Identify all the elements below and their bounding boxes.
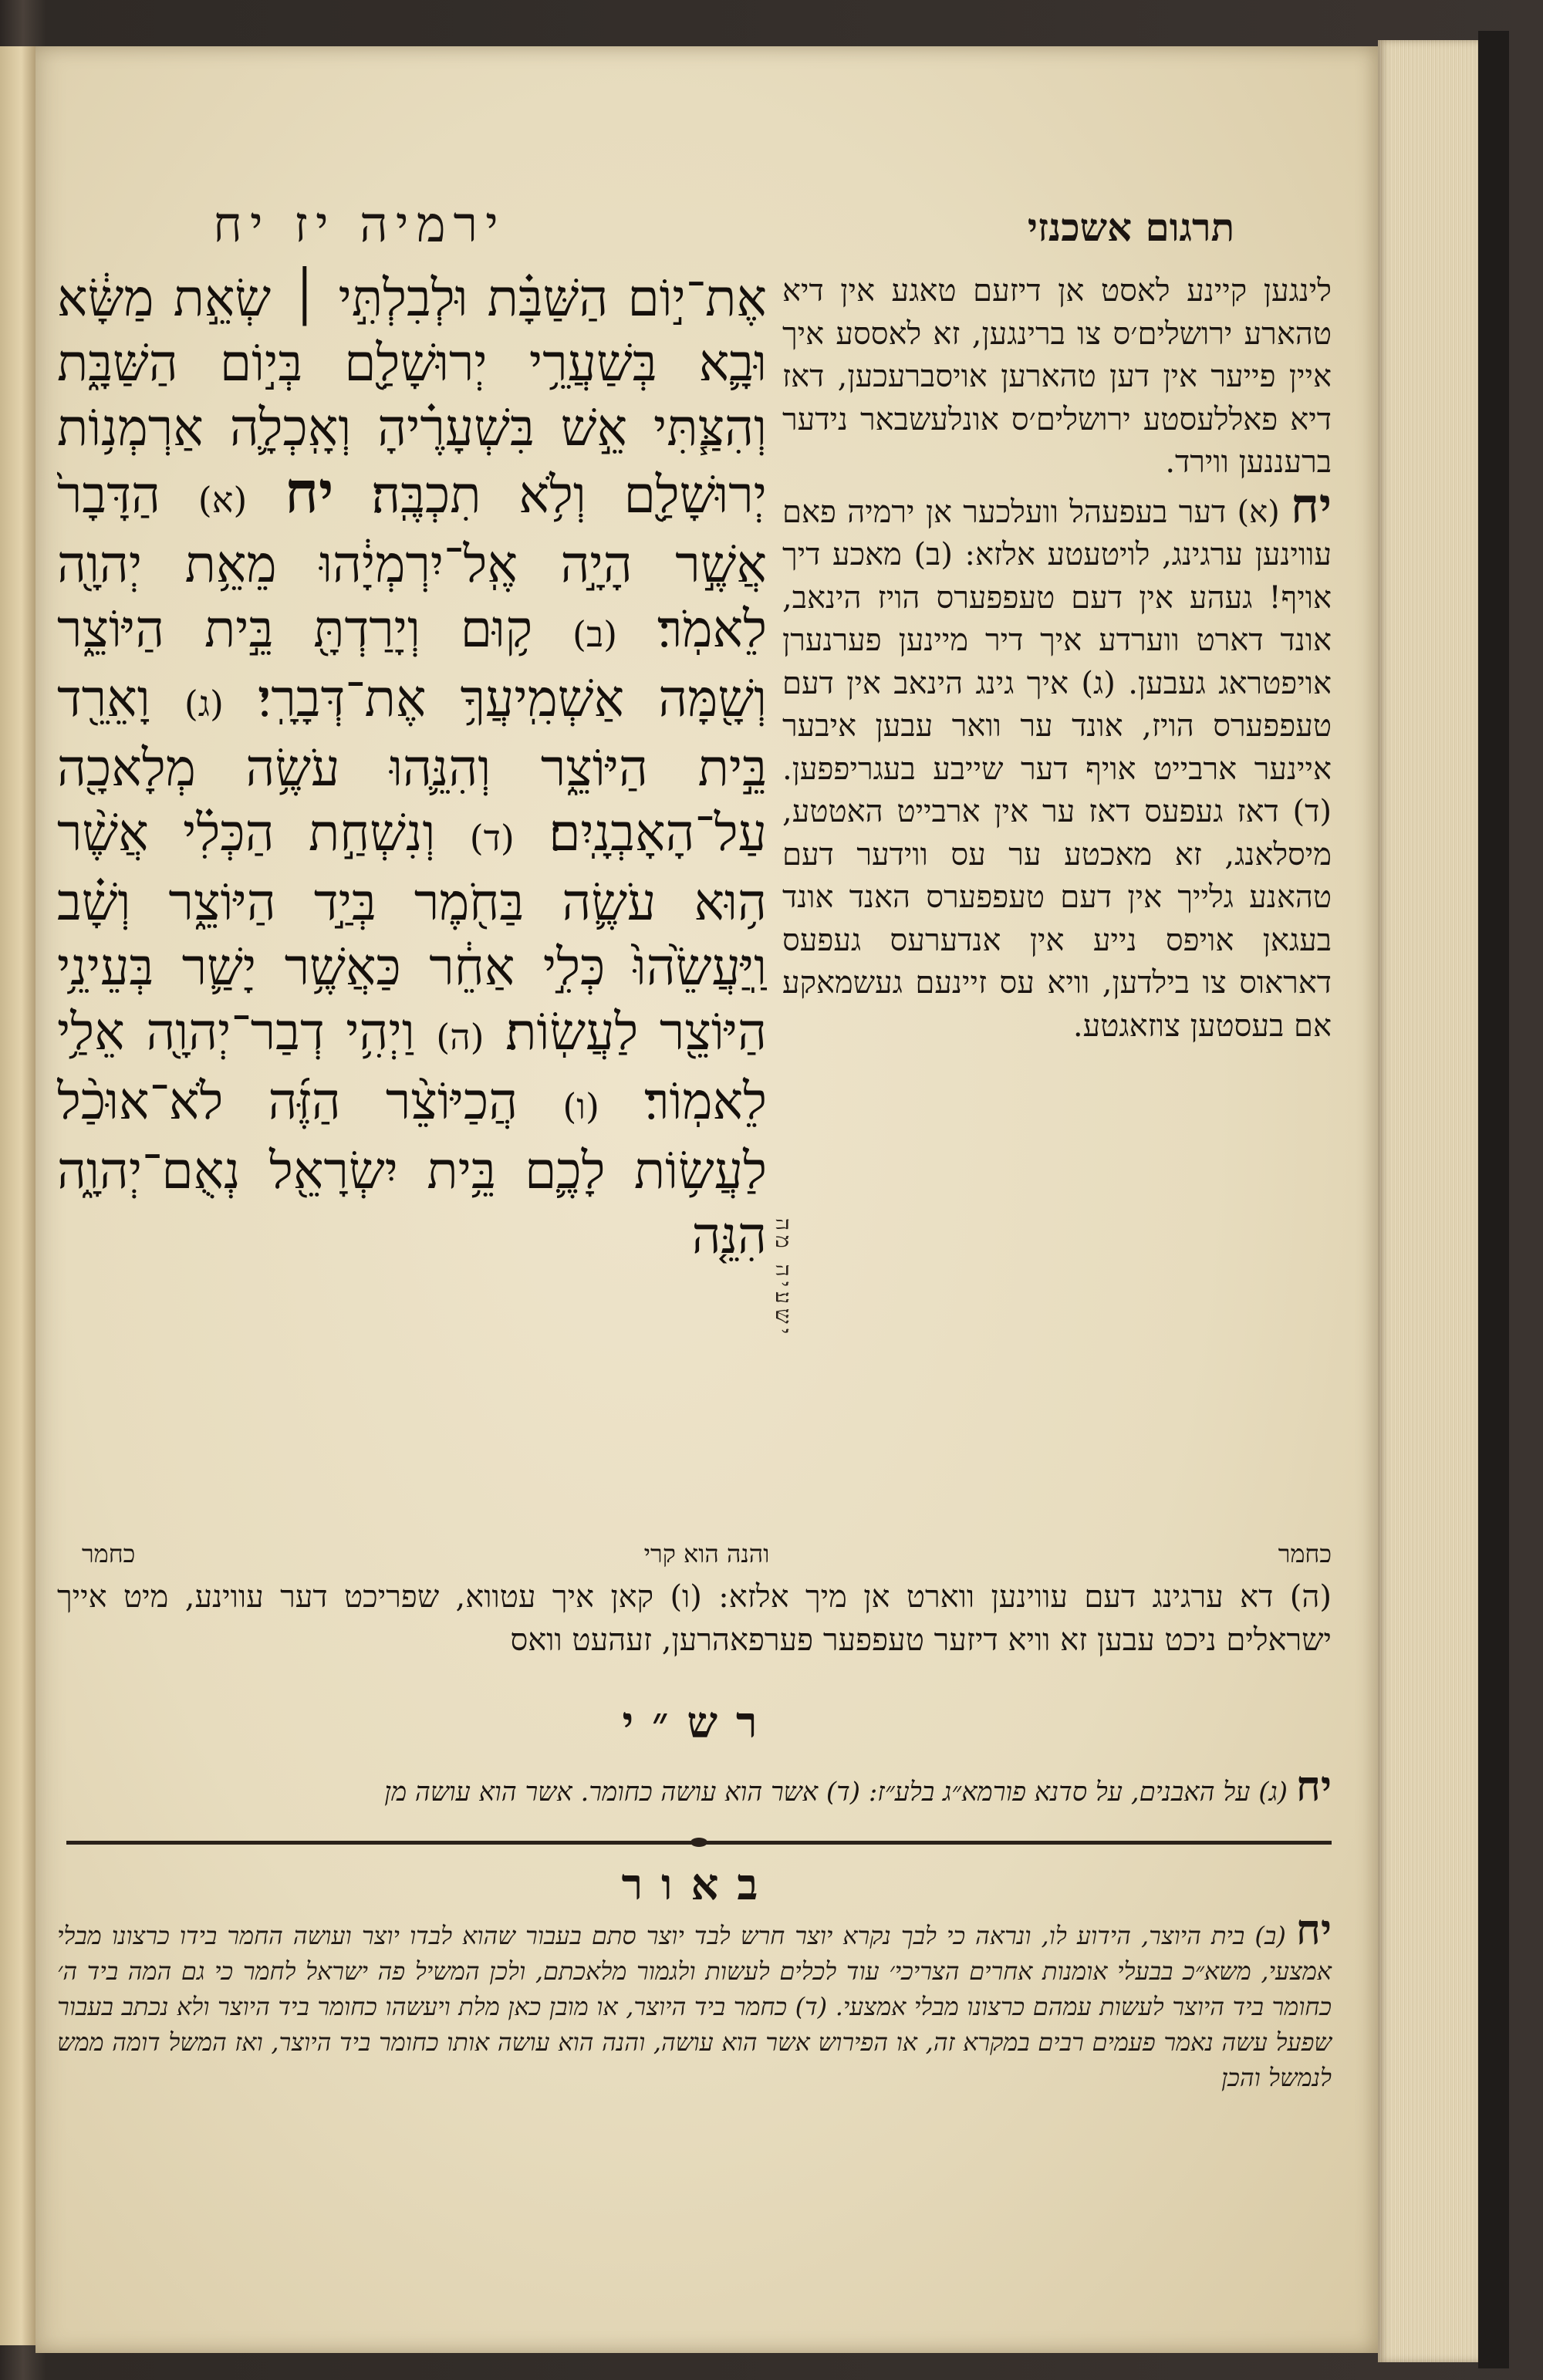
hebrew-ch17-end: אֶת־י֣וֹם הַשַּׁבָּ֗ת וּלְבִלְתִּ֣י ׀ שְׂאֵ֣ת מַשָּׂ֔א וּבָ֛א בְּשַׁעֲרֵ֥י יְרוּשָׁלִַ֖ם בְּי֣וֹם הַשַּׁבָּ֑ת וְהִצַּ֧תִּי אֵ֣שׁ בִּשְׁעָרֶ֗יהָ וְאָֽכְלָ֛ה אַרְמְנ֥וֹת יְרוּשָׁלִַ֖ם וְלֹ֥א תִכְבֶּֽה׃ [57,268,767,525]
page-fore-edge [1378,40,1478,2362]
running-head-translation: תרגום אשכנזי [1027,204,1235,250]
rashi-heading: רש״י [622,1697,776,1748]
yiddish-translation-column [782,270,1332,1551]
verse-text: הַדָּבָר֙ אֲשֶׁ֣ר הָיָ֣ה אֶֽל־יִרְמְיָ֔הוּ מֵאֵ֥ת יְהוָ֖ה לֵאמֹֽר׃ [57,465,767,659]
rashi-commentary [57,1761,1332,1811]
book-cover-edge [1478,31,1509,2368]
margin-cross-reference: ישעיה מה [771,1217,796,1339]
rashi-text: (ג) על האבנים, על סדנא פורמא״ג בלע״ז: (ד) אשר הוא עושה כחומר. אשר הוא עושה מן [384,1777,1288,1808]
biur-heading: באור [621,1859,777,1910]
left-page-edge [0,46,35,2345]
hebrew-text-column [57,266,767,1555]
biur-text: (ב) בית היוצר, הידוע לו, ונראה כי לבך נקרא יוצר חרש לבד יוצר סתם בעבור שהוא לבדו יוצר ועושה החמר בידו כרצונו מבלי אמצעי, משא״כ בבעלי אומנות אחרים הצריכי׳ עוד לכלים לעשות ולגמור מלאכתם, ולכן המשיל פה ישראל לחמר כי גם המה ביד ה׳ כחומר ביד היוצר לעשות עמהם כרצונו מבלי אמצעי. (ד) כחמר ביד היוצר, או מובן כאן מלת ויעשהו כחומר ביד היוצר ולא נכתב בעבור שפעל עשה נאמר פעמים רבים במקרא זה, או הפירוש אשר הוא עושה, והנה הוא עושה אותו כחומר ביד היוצר, ואז המשל דומה ממש לנמשל והכן [57,1921,1332,2092]
verse-text: וָאֵרֵ֖ד בֵּ֣ית הַיּוֹצֵ֑ר וְהִנֵּ֛הוּ עֹשֶׂ֥ה מְלָאכָ֖ה עַל־הָאָבְנָֽיִם׃ [57,669,767,863]
verse-number: (ב) [572,613,618,655]
divider-ornament [690,1838,707,1847]
running-head-book: ירמיה יז יח [213,197,506,254]
chapter-number: יח [1295,1905,1332,1954]
book-page [35,46,1378,2353]
chapter-number: יח [1295,1761,1332,1811]
biur-commentary [57,1905,1332,2095]
chapter-number: יח [285,460,334,526]
verse-number: (ד) [469,817,515,859]
note-middle: והנה הוא קרי [643,1539,770,1568]
translation-continuation: (ה) דא ערגינג דעם עווינען ווארט אן מיך אלזא: (ו) קאן איך עטווא, שפריכט דער עווינע, מיט אייך ישראלים ניכט עבען זא וויא דיזער טעפפער פערפאהרען, זעהעט וואס [57,1579,1332,1658]
translation-ch17-end: לינגען קיינע לאסט אן דיזעם טאגע אין דיא טהארע ירושלים׳ס צו ברינגען, זא לאססע איך איין פייער אין דען טהארען אויסברעכען, דאז דיא פאללעסטע ירושלים׳ס אונלעשבאר נידער ברעננען ווירד. [782,273,1332,480]
verse-number: (ו) [562,1085,599,1127]
verse-number: (א) [198,479,248,521]
note-right: כחמר [1278,1539,1332,1568]
note-left: כחמר [82,1539,136,1568]
verse-text: וַיְהִ֥י דְבַר־יְהוָ֖ה אֵלַ֥י לֵאמֽוֹר׃ [57,1002,767,1131]
verse-text: ק֥וּם וְיָרַדְתָּ֖ בֵּ֣ית הַיּוֹצֵ֑ר וְשָׁ֖מָּה אַשְׁמִֽיעֲךָ֥ אֶת־דְּבָרָֽי׃ [57,599,767,728]
verse-number: (ה) [436,1016,485,1058]
verse-text: וְנִשְׁחַ֣ת הַכְּלִ֗י אֲשֶׁ֨ר ה֥וּא עֹשֶׂ֛ה בַּחֹ֖מֶר בְּיַ֣ד הַיּוֹצֵ֑ר וְשָׁ֗ב וַֽיַּעֲשֵׂ֙הוּ֙ כְּלִ֣י אַחֵ֔ר כַּאֲשֶׁ֥ר יָשַׁ֛ר בְּעֵינֵ֥י הַיּוֹצֵ֖ר לַעֲשֽׂוֹת׃ [57,803,767,1062]
chapter-number: יח [1291,477,1332,534]
masorah-notes [82,1539,1332,1568]
verse-text: הֲכַיּוֹצֵ֨ר הַזֶּ֜ה לֹא־אוּכַ֨ל לַעֲשׂ֥וֹת לָכֶ֛ם בֵּ֥ית יִשְׂרָאֵ֖ל נְאֻם־יְהוָ֑ה הִנֵּ֤ה [57,1072,767,1265]
section-divider [66,1841,1332,1845]
verse-number: (ג) [184,683,224,724]
translation-text: (א) דער בעפעהל וועלכער אן ירמיה פאם עווינען ערגינג, לויטעטע אלזא: (ב) מאכע דיך אויף! געהע אין דעם טעפפערס הויז הינאב, אונד דארט ווערדע איך דיר מיינען פערנערן אויפטראג געבען. (ג) איך גינג הינאב אין דעם טעפפערס הויז, אונד ער וואר עבען איבער איינער ארבייט אויף דער שייבע בעגריפפען. (ד) דאז געפעס דאז ער אין ארבייט האטטע, מיסלאנג, זא מאכטע ער עס ווידער דעם טהאנע גלייך אין דעם טעפפערס האנד אונד בעגאן אויפס נייע אין אנדערעס געפעס דאראוס צו בילדען, וויא עס זיינעם געשמאקע אם בעסטען צוזאגטע. [782,494,1332,1044]
